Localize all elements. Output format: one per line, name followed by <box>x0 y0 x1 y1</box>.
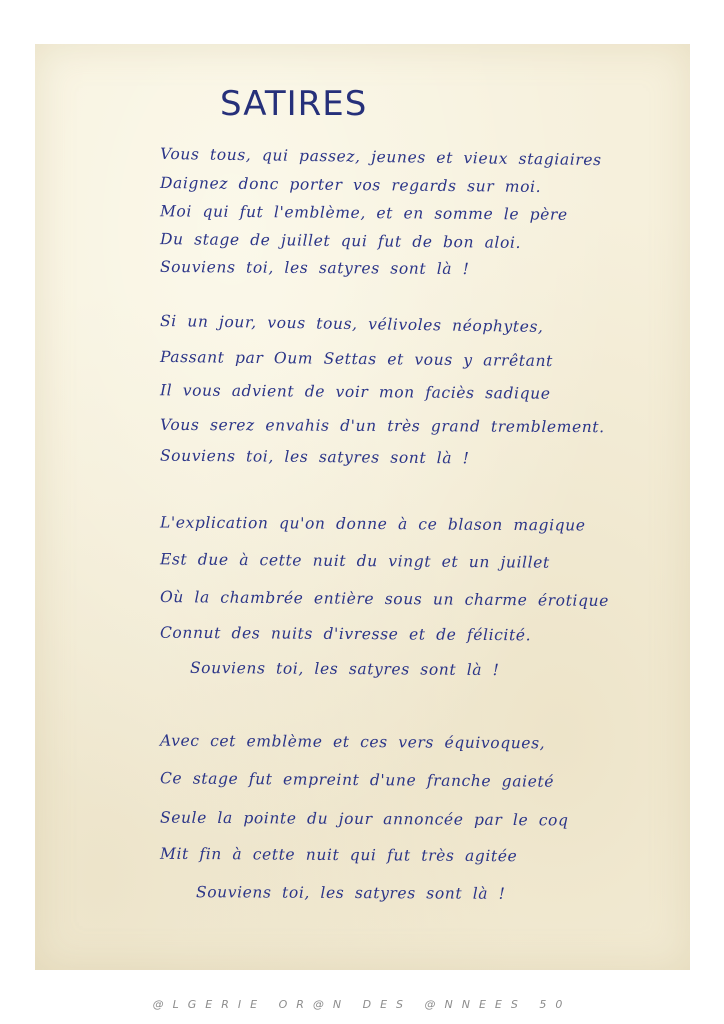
verse-refrain: Souviens toi, les satyres sont là ! <box>159 257 470 279</box>
verse-line: Du stage de juillet qui fut de bon aloi. <box>159 230 522 252</box>
footer-watermark: @LGERIE OR@N DES @NNEES 50 <box>152 998 572 1011</box>
verse-line: Daignez donc porter vos regards sur moi. <box>159 174 542 196</box>
verse-line: Il vous advient de voir mon faciès sadique <box>159 381 551 403</box>
verse-line: Mit fin à cette nuit qui fut très agitée <box>159 844 518 866</box>
verse-line: Connut des nuits d'ivresse et de félicité. <box>159 623 532 645</box>
verse-line: Si un jour, vous tous, vélivoles néophytes, <box>159 311 544 337</box>
verse-line: Moi qui fut l'emblème, et en somme le père <box>159 202 568 224</box>
verse-line: Est due à cette nuit du vingt et un juillet <box>159 550 550 572</box>
verse-line: Passant par Oum Settas et vous y arrêtant <box>159 347 554 371</box>
verse-line: L'explication qu'on donne à ce blason magique <box>159 513 586 535</box>
verse-refrain: Souviens toi, les satyres sont là ! <box>195 883 506 903</box>
verse-line: Avec cet emblème et ces vers équivoques, <box>159 731 546 753</box>
verse-refrain: Souviens toi, les satyres sont là ! <box>189 658 500 680</box>
verse-line: Seule la pointe du jour annoncée par le coq <box>159 808 569 830</box>
verse-refrain: Souviens toi, les satyres sont là ! <box>159 446 470 468</box>
verse-line: Où la chambrée entière sous un charme érotique <box>159 588 609 610</box>
page-title: SATIRES <box>220 84 368 124</box>
verse-line: Vous tous, qui passez, jeunes et vieux stagiaires <box>159 144 602 170</box>
verse-line: Ce stage fut empreint d'une franche gaieté <box>159 769 555 791</box>
verse-line: Vous serez envahis d'un très grand tremblement. <box>159 415 605 437</box>
